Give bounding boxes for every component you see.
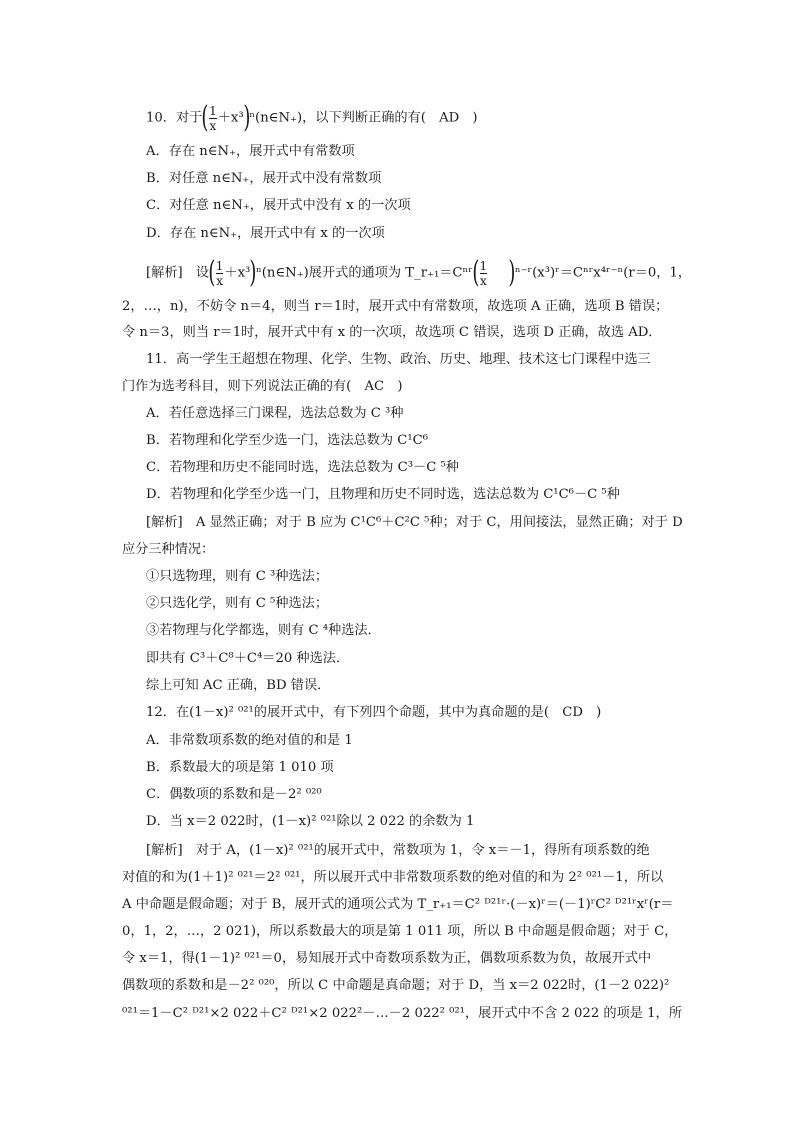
q12-stem: 12．在(1－x)² ⁰²¹的展开式中，有下列四个命题，其中为真命题的是( CD ): [146, 705, 602, 720]
analysis-label: [解析] 设: [146, 265, 210, 281]
frac-den: x: [209, 118, 217, 133]
frac-num: 1: [209, 103, 217, 118]
q11-total: 即共有 C³＋C⁸＋C⁴＝20 种选法．: [146, 651, 350, 666]
left-paren: (: [201, 100, 209, 135]
right-paren: ): [508, 255, 516, 290]
right-paren: ): [249, 255, 257, 290]
q10-analysis-line3: 令 n＝3，则当 r＝1时，展开式中有 x 的一次项，故选项 C 错误，选项 D 正确，故选 AD．: [122, 325, 662, 340]
q11-conclusion: 综上可知 AC 正确，BD 错误．: [146, 678, 331, 693]
frac-num: 1: [215, 258, 224, 273]
fraction: [480, 260, 488, 287]
q12-option-a: A．非常数项系数的绝对值的和是 1: [146, 733, 353, 748]
right-paren: ): [242, 100, 250, 135]
q11-stem-line2: 门作为选考科目，则下列说法正确的有( AC ): [122, 379, 403, 394]
q12-analysis-line7: ⁰²¹＝1－C² ᴰ²¹×2 022＋C² ᴰ²¹×2 022²－…－2 022² ⁰²¹，展开式中不含 2 022 的项是 1，所: [122, 1006, 682, 1021]
fraction: [216, 260, 224, 287]
frac-den: x: [216, 273, 223, 288]
q11-option-d: D．若物理和化学至少选一门，且物理和历史不同时选，选法总数为 C¹C⁶－C ⁵种: [146, 487, 620, 502]
q10-stem-plus: ＋x³: [217, 110, 244, 126]
q10-stem-rest: ⁿ(n∈N₊)，以下判断正确的有( AD ): [249, 110, 478, 126]
analysis-end: ⁿ⁻ʳ(x³)ʳ＝Cⁿʳx⁴ʳ⁻ⁿ(r＝0，1，: [514, 265, 692, 281]
q11-case-3: ③若物理与化学都选，则有 C ⁴种选法．: [146, 623, 381, 638]
q12-option-c: C．偶数项的系数和是－2² ⁰²⁰: [146, 787, 322, 802]
frac-den: x: [479, 273, 487, 288]
q10-option-c: C．对任意 n∈N₊，展开式中没有 x 的一次项: [146, 198, 411, 213]
q10-stem-prefix: 10．对于: [146, 110, 203, 126]
q11-option-b: B．若物理和化学至少选一门，选法总数为 C¹C⁶: [146, 433, 429, 448]
left-paren: (: [208, 255, 216, 290]
analysis-mid: ⁿ(n∈N₊)展开式的通项为 T_r₊₁＝Cⁿʳ: [256, 265, 473, 281]
q11-option-c: C．若物理和历史不能同时选，选法总数为 C³－C ⁵种: [146, 460, 459, 475]
q12-analysis-line6: 偶数项的系数和是－2² ⁰²⁰，所以 C 中命题是真命题；对于 D，当 x＝2 022时，(1－2 022)²: [122, 978, 670, 993]
q11-option-a: A．若任意选择三门课程，选法总数为 C ³种: [146, 406, 404, 421]
q12-analysis-line1: [解析] 对于 A，(1－x)² ⁰²¹的展开式中，常数项为 1，令 x＝－1，得所有项系数的绝: [146, 843, 650, 858]
q11-analysis-line1: [解析] A 显然正确；对于 B 应为 C¹C⁶＋C²C ⁵种；对于 C，用间接法，显然正确；对于 D: [146, 515, 683, 530]
q12-analysis-line2: 对值的和为(1＋1)² ⁰²¹＝2² ⁰²¹，所以展开式中非常数项系数的绝对值的和为 2² ⁰²¹－1，所以: [122, 870, 664, 885]
frac-num: 1: [479, 258, 488, 273]
q12-option-d: D．当 x＝2 022时，(1－x)² ⁰²¹除以 2 022 的余数为 1: [146, 814, 475, 829]
q10-analysis-line2: 2，…，n)，不妨令 n＝4，则当 r＝1时，展开式中有常数项，故选项 A 正确，选项 B 错误；: [122, 299, 669, 314]
q12-analysis-line4: 0，1，2，…，2 021)，所以系数最大的项是第 1 011 项，所以 B 中命题是假命题；对于 C，: [122, 924, 678, 939]
left-paren: (: [472, 255, 480, 290]
q10-option-a: A．存在 n∈N₊，展开式中有常数项: [146, 144, 355, 159]
q11-case-2: ②只选化学，则有 C ⁵种选法；: [146, 596, 329, 611]
q11-stem-line1: 11．高一学生王超想在物理、化学、生物、政治、历史、地理、技术这七门课程中选三: [146, 352, 651, 367]
q10-fraction: [209, 105, 217, 132]
q11-case-1: ①只选物理，则有 C ³种选法；: [146, 569, 329, 584]
q10-stem: [146, 100, 684, 135]
q10-option-d: D．存在 n∈N₊，展开式中有 x 的一次项: [146, 226, 385, 241]
q12-option-b: B．系数最大的项是第 1 010 项: [146, 760, 334, 775]
q12-analysis-line3: A 中命题是假命题；对于 B，展开式的通项公式为 T_r₊₁＝C² ᴰ²¹ʳ·(－x)ʳ＝(－1)ʳC² ᴰ²¹ʳxʳ(r＝: [122, 897, 674, 912]
q12-analysis-line5: 令 x＝1，得(1－1)² ⁰²¹＝0，易知展开式中奇数项系数为正，偶数项系数为负，故展开式中: [122, 951, 652, 966]
plus-term: ＋x³: [224, 265, 251, 281]
q11-analysis-line2: 应分三种情况：: [122, 542, 215, 557]
q10-option-b: B．对任意 n∈N₊，展开式中没有常数项: [146, 171, 382, 186]
q10-analysis-line1: [146, 255, 692, 290]
